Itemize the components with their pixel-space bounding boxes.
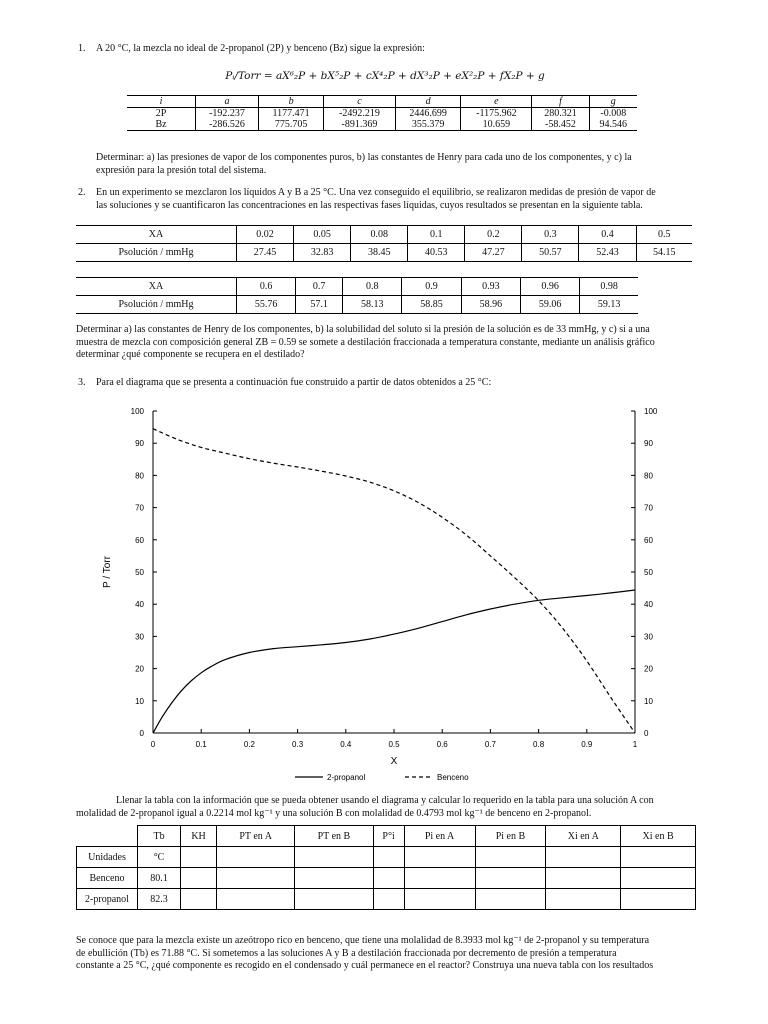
y-tick-label-left: 60	[135, 535, 144, 545]
q3-header-kh: KH	[181, 826, 217, 847]
table-cell	[373, 847, 404, 868]
q2-table-a-x-label: XA	[76, 226, 237, 244]
q3-results-table	[76, 825, 696, 910]
q1-formula: Pᵢ/Torr = aX⁶₂P + bX⁵₂P + cX⁴₂P + dX³₂P + eX²₂P + fX₂P + g	[225, 70, 545, 82]
q1-header-f: f	[532, 96, 589, 108]
table-cell: 0.02	[237, 226, 294, 244]
legend-label-benceno: Benceno	[437, 773, 469, 782]
x-tick-label: 0.5	[388, 740, 400, 749]
table-cell: Bz	[127, 119, 196, 131]
table-cell	[621, 868, 696, 889]
table-cell: -58.452	[532, 119, 589, 131]
table-cell: -192.237	[196, 108, 259, 120]
table-row	[76, 296, 638, 314]
table-cell	[295, 847, 373, 868]
y-tick-label-left: 0	[139, 729, 144, 738]
q1-task-line2: expresión para la presión total del sistema.	[96, 164, 267, 176]
x-tick-label: 0.6	[436, 740, 448, 749]
table-cell: 0.3	[522, 226, 579, 244]
y-tick-label-left: 40	[135, 600, 144, 610]
table-cell: Unidades	[77, 847, 138, 868]
y-tick-label-right: 0	[644, 729, 649, 738]
q3-final-line2: de ebullición (Tb) es 71.88 °C. Si sometemos a las soluciones A y B a destilación fraccionada por decremento de presión a temperatura	[76, 947, 617, 959]
table-cell: 27.45	[237, 244, 294, 262]
q1-header-g: g	[589, 96, 637, 108]
q3-final-paragraph	[76, 935, 696, 973]
q2-task-line2: muestra de mezcla con composición general ZB = 0.59 se somete a destilación fraccionada a temperatura constante, mediante un análisis gráfico	[76, 336, 655, 348]
q1-header-b: b	[258, 96, 323, 108]
q1-task	[96, 152, 696, 177]
table-cell: 0.4	[579, 226, 636, 244]
table-cell: 40.53	[408, 244, 465, 262]
table-row	[127, 108, 637, 120]
y-tick-label-left: 20	[135, 664, 144, 674]
q3-header-pi-b: Pi en B	[475, 826, 546, 847]
y-tick-label-right: 30	[644, 632, 653, 642]
table-cell	[621, 889, 696, 910]
table-cell: 0.7	[296, 278, 343, 296]
table-cell: Benceno	[77, 868, 138, 889]
q2-table-a-p-label: Psolución / mmHg	[76, 244, 237, 262]
table-cell: 0.98	[580, 278, 638, 296]
q2-table-b	[76, 277, 638, 314]
table-cell	[621, 847, 696, 868]
q1-header-e: e	[461, 96, 532, 108]
table-cell: 57.1	[296, 296, 343, 314]
table-cell: -0.008	[600, 108, 627, 119]
y-tick-label-right: 90	[644, 439, 653, 449]
table-row	[76, 244, 692, 262]
chart-ticks	[131, 407, 658, 749]
table-cell	[475, 868, 546, 889]
y-tick-label-left: 90	[135, 439, 144, 449]
y-tick-label-left: 80	[135, 471, 144, 481]
table-cell	[217, 847, 295, 868]
q3-header-pi-a: Pi en A	[404, 826, 475, 847]
table-cell: 0.2	[465, 226, 522, 244]
table-cell: 32.83	[294, 244, 351, 262]
q1-number: 1.	[78, 43, 86, 54]
y-tick-label-right: 100	[644, 407, 658, 416]
table-cell: 0.93	[461, 278, 520, 296]
table-cell: 2446.699	[395, 108, 461, 120]
table-cell	[546, 868, 621, 889]
table-cell: 0.9	[402, 278, 461, 296]
x-tick-label: 0.7	[484, 740, 496, 749]
q2-task-line3: determinar ¿qué componente se recupera en el destilado?	[76, 349, 305, 360]
series-line-benceno	[153, 429, 635, 733]
table-cell: -891.369	[324, 119, 396, 131]
q3-fill-line2: molalidad de 2-propanol igual a 0.2214 mol kg⁻¹ y una solución B con molalidad de 0.4793 mol kg⁻¹ de benceno en 2-propanol.	[76, 807, 592, 819]
table-cell: 0.6	[237, 278, 296, 296]
q2-text-line2: las soluciones y se cuantificaron las concentraciones en las respectivas fases líquidas, cuyos resultados se presentan en la siguiente tabla.	[96, 199, 643, 211]
q1-header-d: d	[395, 96, 461, 108]
table-row	[77, 868, 696, 889]
q3-final-line1: Se conoce que para la mezcla existe un azeótropo rico en benceno, que tiene una molalidad de 8.3933 mol kg⁻¹ de 2-propanol y su temperatura	[76, 935, 650, 946]
series-line-2-propanol	[153, 590, 635, 733]
table-cell: 59.13	[580, 296, 638, 314]
pressure-composition-chart	[100, 400, 680, 790]
q2-text-line1: En un experimento se mezclaron los líquidos A y B a 25 °C. Una vez conseguido el equilibrio, se realizaron medidas de presión de vapor de	[96, 187, 656, 198]
y-tick-label-right: 40	[644, 600, 653, 610]
x-tick-label: 0.4	[340, 740, 352, 749]
table-cell: 0.05	[294, 226, 351, 244]
q3-header-p0i: P°i	[373, 826, 404, 847]
q2-task	[76, 324, 696, 362]
q3-header-tb: Tb	[138, 826, 181, 847]
q1-header-c: c	[324, 96, 396, 108]
table-cell	[546, 847, 621, 868]
table-cell: 10.659	[461, 119, 532, 131]
y-tick-label-left: 50	[135, 568, 144, 577]
q1-text: A 20 °C, la mezcla no ideal de 2-propanol (2P) y benceno (Bz) sigue la expresión:	[96, 43, 425, 54]
table-cell: 355.379	[395, 119, 461, 131]
q3-header-pt-a: PT en A	[217, 826, 295, 847]
q3-header-xi-a: Xi en A	[546, 826, 621, 847]
table-cell	[181, 889, 217, 910]
chart-series	[153, 429, 635, 733]
q3-fill-line1: Llenar la tabla con la información que se pueda obtener usando el diagrama y calcular lo requerido en la tabla para una solución A con	[116, 795, 654, 806]
q3-fill-instructions	[76, 795, 696, 820]
table-cell: 0.5	[636, 226, 692, 244]
q2-number: 2.	[78, 187, 86, 198]
y-tick-label-right: 10	[644, 696, 653, 706]
table-cell: -2492.219	[324, 108, 396, 120]
table-cell: -286.526	[196, 119, 259, 131]
table-cell: 54.15	[636, 244, 692, 262]
table-cell	[295, 868, 373, 889]
y-tick-label-right: 70	[644, 503, 653, 513]
table-cell: 0.1	[408, 226, 465, 244]
table-cell: °C	[138, 847, 181, 868]
table-row	[76, 278, 638, 296]
table-row	[77, 826, 696, 847]
table-cell: 58.13	[343, 296, 402, 314]
table-cell	[546, 889, 621, 910]
table-row	[77, 889, 696, 910]
q1-table-header-row	[127, 96, 637, 108]
table-cell: 2-propanol	[77, 889, 138, 910]
chart-x-axis-label: X	[390, 756, 398, 767]
q3-header-xi-b: Xi en B	[621, 826, 696, 847]
q3-header-pt-b: PT en B	[295, 826, 373, 847]
legend-label-2-propanol: 2-propanol	[327, 773, 366, 782]
table-cell: 50.57	[522, 244, 579, 262]
table-cell: 58.85	[402, 296, 461, 314]
table-row	[77, 847, 696, 868]
x-tick-label: 0.8	[533, 740, 545, 749]
table-cell	[217, 889, 295, 910]
q2-task-line1: Determinar a) las constantes de Henry de los componentes, b) la solubilidad del soluto si la presión de la solución es de 33 mmHg, y c) si a una	[76, 324, 650, 335]
y-tick-label-right: 60	[644, 535, 653, 545]
table-cell	[373, 868, 404, 889]
q1-header-a: a	[196, 96, 259, 108]
x-tick-label: 0	[150, 740, 156, 749]
table-cell	[181, 847, 217, 868]
table-cell: 55.76	[237, 296, 296, 314]
table-cell	[295, 889, 373, 910]
q2-table-b-p-label: Psolución / mmHg	[76, 296, 237, 314]
table-cell: 1177.471	[258, 108, 323, 120]
table-cell: 0.08	[351, 226, 408, 244]
q1-coefficient-table	[127, 95, 637, 131]
y-tick-label-right: 50	[644, 568, 653, 577]
table-cell	[217, 868, 295, 889]
table-cell: 47.27	[465, 244, 522, 262]
chart-axes	[153, 411, 635, 733]
q2-table-b-x-label: XA	[76, 278, 237, 296]
table-cell: 2P	[127, 108, 196, 120]
table-cell: -1175.962	[461, 108, 532, 120]
y-tick-label-left: 30	[135, 632, 144, 642]
x-tick-label: 0.2	[243, 740, 255, 749]
chart-y-axis-label: P / Torr	[102, 556, 113, 588]
table-cell: 775.705	[258, 119, 323, 131]
table-cell	[77, 826, 138, 847]
table-cell	[475, 847, 546, 868]
table-cell	[181, 868, 217, 889]
table-cell: 0.96	[521, 278, 580, 296]
x-tick-label: 0.1	[195, 740, 207, 749]
x-tick-label: 1	[632, 740, 638, 749]
x-tick-label: 0.9	[581, 740, 593, 749]
q2-text	[96, 187, 696, 212]
y-tick-label-right: 20	[644, 664, 653, 674]
table-cell: 59.06	[521, 296, 580, 314]
table-cell: 94.546	[589, 119, 637, 131]
table-cell: 58.96	[461, 296, 520, 314]
y-tick-label-right: 80	[644, 471, 653, 481]
q3-final-line3: constante a 25 °C, ¿qué componente es recogido en el condensado y cuál permanece en el reactor? Construya una nueva tabla con los resultados	[76, 960, 654, 971]
table-cell	[404, 889, 475, 910]
table-cell: 280.321	[532, 108, 589, 120]
y-tick-label-left: 100	[130, 407, 144, 416]
table-cell	[373, 889, 404, 910]
y-tick-label-left: 70	[135, 503, 144, 513]
table-cell: 80.1	[138, 868, 181, 889]
table-cell: 82.3	[138, 889, 181, 910]
table-cell	[404, 847, 475, 868]
table-row	[76, 226, 692, 244]
table-cell: 0.8	[343, 278, 402, 296]
q3-text: Para el diagrama que se presenta a continuación fue construido a partir de datos obtenidos a 25 °C:	[96, 377, 492, 388]
q3-number: 3.	[78, 377, 86, 388]
table-row	[127, 119, 637, 131]
table-cell: 52.43	[579, 244, 636, 262]
table-cell	[404, 868, 475, 889]
q1-task-line1: Determinar: a) las presiones de vapor de los componentes puros, b) las constantes de Henry para cada uno de los componentes, y c) la	[96, 152, 632, 163]
table-cell: 38.45	[351, 244, 408, 262]
q1-header-i: i	[127, 96, 196, 108]
q2-table-a	[76, 225, 692, 262]
table-cell	[475, 889, 546, 910]
chart-legend	[295, 773, 469, 782]
x-tick-label: 0.3	[292, 740, 304, 749]
y-tick-label-left: 10	[135, 696, 144, 706]
